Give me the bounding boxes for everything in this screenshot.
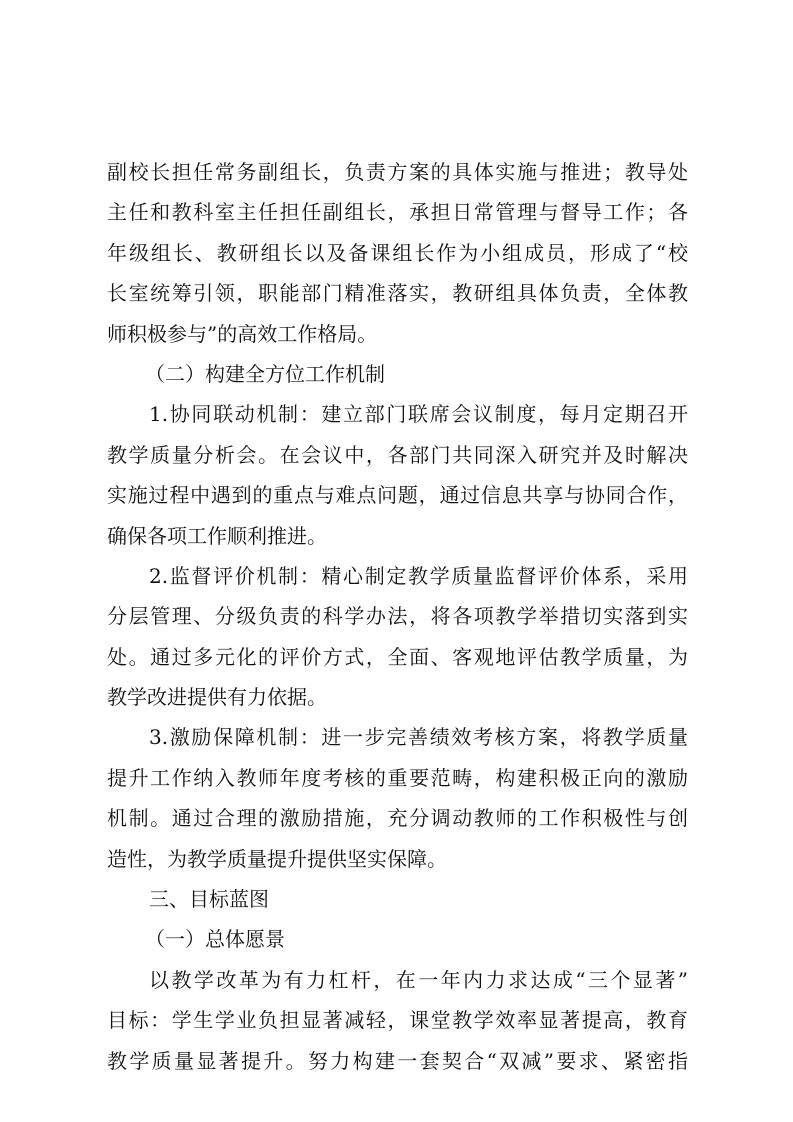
text-line: 目标：学生学业负担显著减轻，课堂教学效率显著提高，教育 [107,1008,688,1033]
chapter-heading: 三、目标蓝图 [149,887,269,912]
text-line: 提升工作纳入教师年度考核的重要范畴，构建积极正向的激励 [107,765,688,790]
text-line: 确保各项工作顺利推进。 [107,523,327,548]
section-heading: （二）构建全方位工作机制 [145,361,385,386]
text-line: 以教学改革为有力杠杆，在一年内力求达成“三个显著” [149,967,688,992]
text-line: 造性，为教学质量提升提供坚实保障。 [107,846,447,871]
text-line: 师积极参与”的高效工作格局。 [107,321,378,346]
text-line: 分层管理、分级负责的科学办法，将各项教学举措切实落到实 [107,604,688,629]
text-line: 长室统筹引领，职能部门精准落实，教研组具体负责，全体教 [107,281,688,306]
text-line: 3.激励保障机制：进一步完善绩效考核方案，将教学质量 [149,725,688,750]
text-line: 2.监督评价机制：精心制定教学质量监督评价体系，采用 [149,563,688,588]
text-line: 处。通过多元化的评价方式，全面、客观地评估教学质量，为 [107,644,688,669]
text-line: 教学质量显著提升。努力构建一套契合“双减”要求、紧密指 [107,1048,688,1073]
text-line: 实施过程中遇到的重点与难点问题，通过信息共享与协同合作， [107,483,688,508]
text-line: 教学改进提供有力依据。 [107,685,327,710]
text-line: 机制。通过合理的激励措施，充分调动教师的工作积极性与创 [107,806,688,831]
text-line: 1.协同联动机制：建立部门联席会议制度，每月定期召开 [149,402,688,427]
document-body [107,152,688,1081]
text-line: 教学质量分析会。在会议中，各部门共同深入研究并及时解决 [107,442,688,467]
text-line: 年级组长、教研组长以及备课组长作为小组成员，形成了“校 [107,240,688,265]
text-line: 副校长担任常务副组长，负责方案的具体实施与推进；教导处 [107,160,688,184]
section-heading: （一）总体愿景 [145,927,285,952]
text-line: 主任和教科室主任担任副组长，承担日常管理与督导工作；各 [107,200,688,225]
